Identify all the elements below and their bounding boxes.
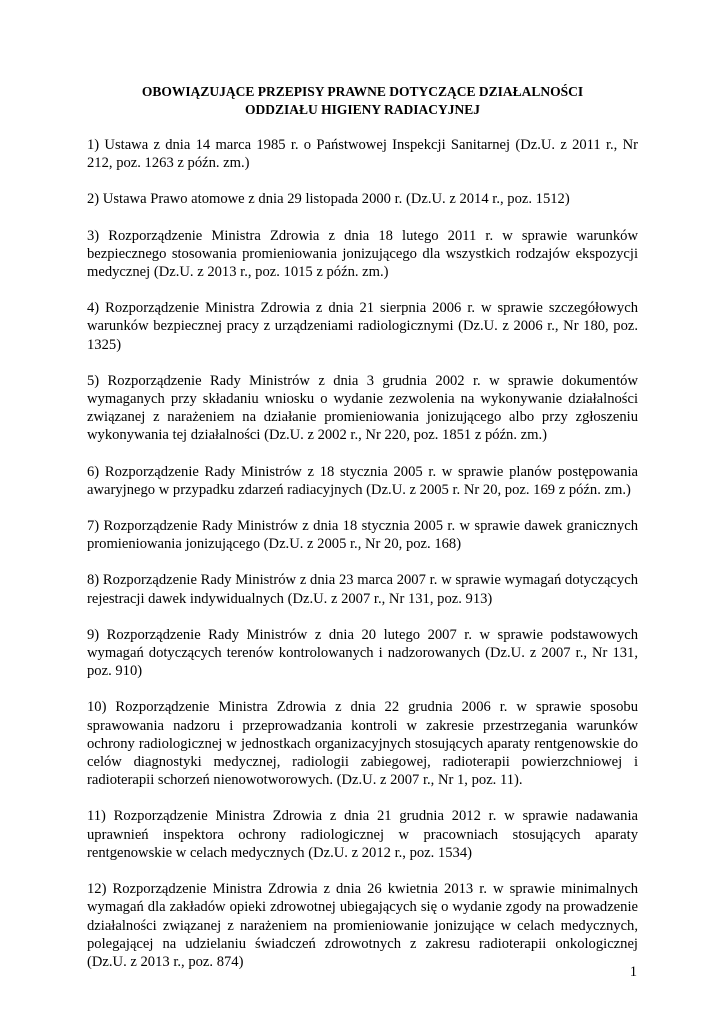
regulation-item-6: 6) Rozporządzenie Rady Ministrów z 18 stycznia 2005 r. w sprawie planów postępowania awaryjnego w przypadku zdarzeń radiacyjnych (Dz.U. z 2005 r. Nr 20, poz. 169 z późn. zm.) [87,463,638,498]
regulation-item-5: 5) Rozporządzenie Rady Ministrów z dnia 3 grudnia 2002 r. w sprawie dokumentów wymaganych przy składaniu wniosku o wydanie zezwolenia na wykonywanie działalności związanej z narażeniem na działanie promieniowania jonizującego albo przy zgłoszeniu wykonywania tej działalności (Dz.U. z 2002 r., Nr 220, poz. 1851 z późn. zm.) [87,372,638,444]
page-number: 1 [629,964,637,980]
regulation-item-4: 4) Rozporządzenie Ministra Zdrowia z dnia 21 sierpnia 2006 r. w sprawie szczegółowych warunków bezpiecznej pracy z urządzeniami radiologicznymi (Dz.U. z 2006 r., Nr 180, poz. 1325) [87,300,638,353]
regulation-item-11: 11) Rozporządzenie Ministra Zdrowia z dnia 21 grudnia 2012 r. w sprawie nadawania uprawnień inspektora ochrony radiologicznej w pracowniach stosujących aparaty rentgenowskie w celach medycznych (Dz.U. z 2012 r., poz. 1534) [87,808,638,861]
regulation-item-10: 10) Rozporządzenie Ministra Zdrowia z dnia 22 grudnia 2006 r. w sprawie sposobu sprawowania nadzoru i przeprowadzania kontroli w zakresie przestrzegania warunków ochrony radiologicznej w jednostkach organizacyjnych stosujących aparaty rentgenowskie do celów diagnostyki medycznej, radiologii zabiegowej, radioterapii powierzchniowej i radioterapii schorzeń nienowotworowych. (Dz.U. z 2007 r., Nr 1, poz. 11). [87,699,638,789]
regulation-item-1: 1) Ustawa z dnia 14 marca 1985 r. o Państwowej Inspekcji Sanitarnej (Dz.U. z 2011 r., Nr 212, poz. 1263 z późn. zm.) [87,137,638,172]
document-title [87,83,638,119]
title-line-1: OBOWIĄZUJĄCE PRZEPISY PRAWNE DOTYCZĄCE DZIAŁALNOŚCI [141,84,584,99]
regulation-item-3: 3) Rozporządzenie Ministra Zdrowia z dnia 18 lutego 2011 r. w sprawie warunków bezpiecznego stosowania promieniowania jonizującego dla wszystkich rodzajów ekspozycji medycznej (Dz.U. z 2013 r., poz. 1015 z późn. zm.) [87,227,638,281]
regulation-item-2: 2) Ustawa Prawo atomowe z dnia 29 listopada 2000 r. (Dz.U. z 2014 r., poz. 1512) [87,191,570,208]
title-line-2: ODDZIAŁU HIGIENY RADIACYJNEJ [244,102,481,117]
regulation-item-8: 8) Rozporządzenie Rady Ministrów z dnia 23 marca 2007 r. w sprawie wymagań dotyczących rejestracji dawek indywidualnych (Dz.U. z 2007 r., Nr 131, poz. 913) [87,572,638,607]
regulations-list [87,136,638,989]
regulation-item-9: 9) Rozporządzenie Rady Ministrów z dnia 20 lutego 2007 r. w sprawie podstawowych wymagań dotyczących terenów kontrolowanych i nadzorowanych (Dz.U. z 2007 r., Nr 131, poz. 910) [87,626,638,680]
regulation-item-12: 12) Rozporządzenie Ministra Zdrowia z dnia 26 kwietnia 2013 r. w sprawie minimalnych wymagań dla zakładów opieki zdrowotnej ubiegających się o wydanie zgody na prowadzenie działalności związanej z narażeniem na promieniowanie jonizujące w celach medycznych, polegającej na udzielaniu świadczeń zdrowotnych z zakresu radioterapii onkologicznej (Dz.U. z 2013 r., poz. 874) [87,881,638,970]
regulation-item-7: 7) Rozporządzenie Rady Ministrów z dnia 18 stycznia 2005 r. w sprawie dawek granicznych promieniowania jonizującego (Dz.U. z 2005 r., Nr 20, poz. 168) [87,518,638,553]
